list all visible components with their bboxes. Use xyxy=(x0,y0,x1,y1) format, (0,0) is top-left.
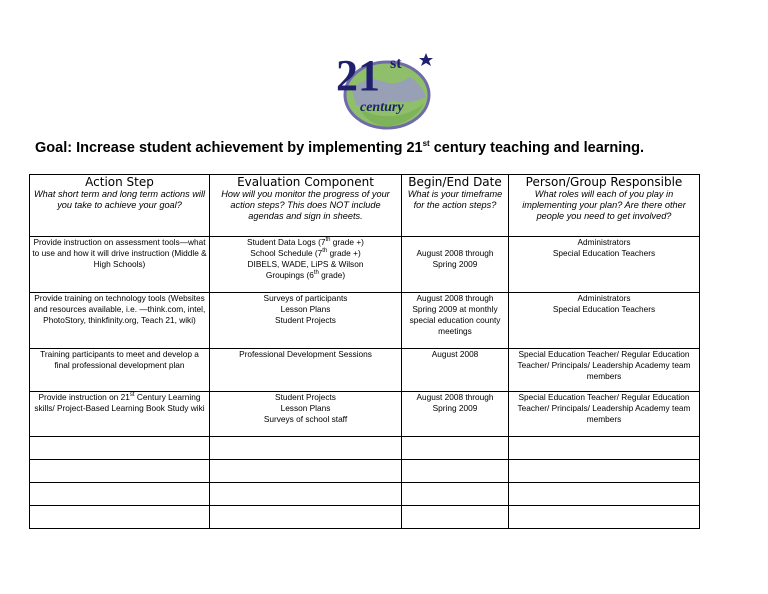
empty-table-row xyxy=(30,437,700,460)
table-row xyxy=(30,392,700,437)
empty-cell xyxy=(402,437,509,460)
dates-cell: August 2008 through Spring 2009 at monthly special education county meetings xyxy=(402,293,509,349)
empty-cell xyxy=(210,506,402,529)
empty-cell xyxy=(509,460,700,483)
header-person-group-responsible: Person/Group Responsible What roles will each of you play in implementing your plan? Are there other people you need to get involved? xyxy=(509,175,700,237)
evaluation-cell: Student Data Logs (7th grade +) School Schedule (7th grade +) DIBELS, WADE, LiPS & Wilson Groupings (6th grade) xyxy=(210,237,402,293)
action-plan-table xyxy=(29,174,700,529)
empty-table-row xyxy=(30,460,700,483)
responsible-cell: Special Education Teacher/ Regular Education Teacher/ Principals/ Leadership Academy team members xyxy=(509,349,700,392)
header-begin-end-date: Begin/End Date What is your timeframe for the action steps? xyxy=(402,175,509,237)
empty-cell xyxy=(210,437,402,460)
dates-cell: August 2008 through Spring 2009 xyxy=(402,392,509,437)
action-step-cell: Training participants to meet and develop a final professional development plan xyxy=(30,349,210,392)
header-evaluation-component: Evaluation Component How will you monitor the progress of your action steps? This does NOT include agendas and sign in sheets. xyxy=(210,175,402,237)
action-step-cell: Provide instruction on 21st Century Learning skills/ Project-Based Learning Book Study wiki xyxy=(30,392,210,437)
21st-century-logo xyxy=(330,45,435,135)
action-step-cell: Provide training on technology tools (Websites and resources available, i.e. —think.com, intel, PhotoStory, thinkfinity.org, Teach 21, wiki) xyxy=(30,293,210,349)
empty-cell xyxy=(30,506,210,529)
table-header-row xyxy=(30,175,700,237)
empty-cell xyxy=(402,460,509,483)
table-row xyxy=(30,293,700,349)
evaluation-cell: Surveys of participants Lesson Plans Student Projects xyxy=(210,293,402,349)
empty-cell xyxy=(402,506,509,529)
empty-cell xyxy=(30,460,210,483)
evaluation-cell: Professional Development Sessions xyxy=(210,349,402,392)
empty-cell xyxy=(210,483,402,506)
dates-cell: August 2008 through Spring 2009 xyxy=(402,237,509,293)
responsible-cell: Administrators Special Education Teachers xyxy=(509,237,700,293)
goal-heading: Goal: Increase student achievement by implementing 21st century teaching and learning. xyxy=(35,139,645,156)
empty-table-row xyxy=(30,506,700,529)
empty-cell xyxy=(30,437,210,460)
svg-text:st: st xyxy=(390,55,402,72)
header-action-step: Action Step What short term and long term actions will you take to achieve your goal? xyxy=(30,175,210,237)
dates-cell: August 2008 xyxy=(402,349,509,392)
empty-cell xyxy=(210,460,402,483)
empty-table-row xyxy=(30,483,700,506)
globe-logo-icon xyxy=(330,45,435,135)
responsible-cell: Administrators Special Education Teachers xyxy=(509,293,700,349)
evaluation-cell: Student Projects Lesson Plans Surveys of school staff xyxy=(210,392,402,437)
responsible-cell: Special Education Teacher/ Regular Education Teacher/ Principals/ Leadership Academy team members xyxy=(509,392,700,437)
empty-cell xyxy=(509,506,700,529)
action-step-cell: Provide instruction on assessment tools—what to use and how it will drive instruction (Middle & High Schools) xyxy=(30,237,210,293)
empty-cell xyxy=(509,437,700,460)
empty-cell xyxy=(30,483,210,506)
empty-cell xyxy=(402,483,509,506)
table-row xyxy=(30,237,700,293)
empty-cell xyxy=(509,483,700,506)
svg-text:century: century xyxy=(360,100,404,115)
svg-text:21: 21 xyxy=(336,51,380,100)
table-row xyxy=(30,349,700,392)
